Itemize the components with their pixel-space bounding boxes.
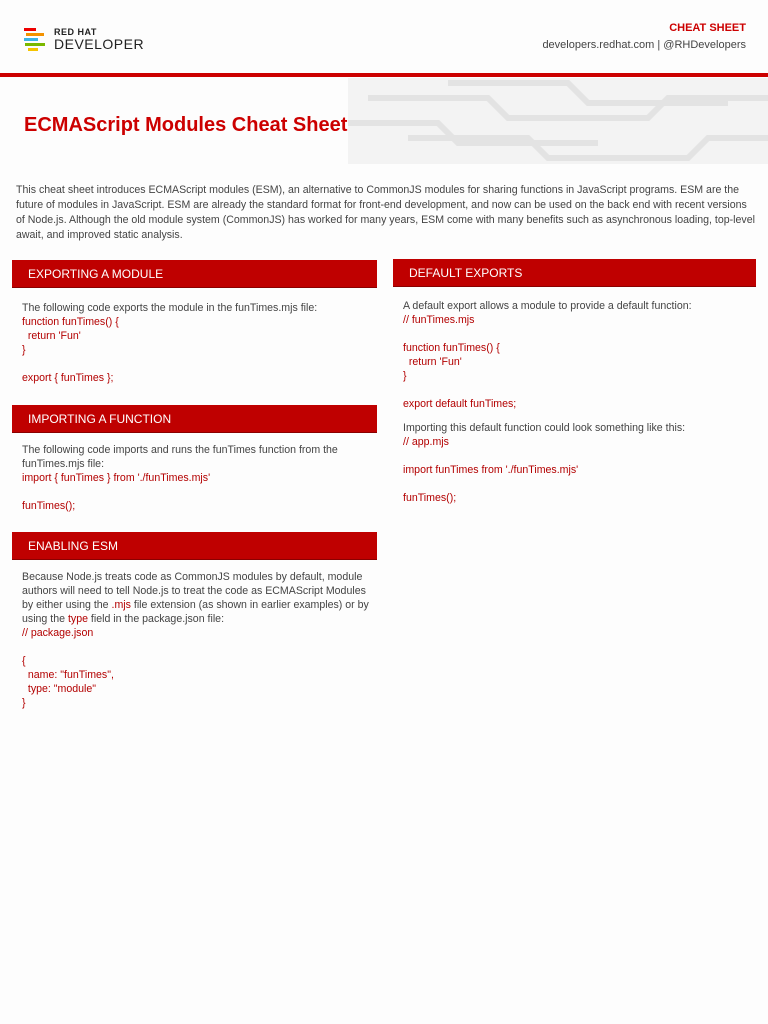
default-exports-text: A default export allows a module to provide a default function: [403, 300, 692, 312]
section-exporting [22, 301, 372, 385]
red-hat-developer-logo[interactable] [24, 24, 144, 54]
default-exports-code-comment: // funTimes.mjs [403, 314, 475, 326]
type-keyword: type [67, 613, 88, 625]
default-exports-code-import: import funTimes from './funTimes.mjs' [403, 464, 579, 476]
enabling-code-package-json: { name: "funTimes", type: "module" } [22, 655, 114, 709]
default-exports-code-call: funTimes(); [403, 492, 457, 504]
section-heading-enabling: ENABLING ESM [12, 532, 377, 560]
circuit-pattern-decoration [348, 78, 768, 164]
importing-code-import: import { funTimes } from './funTimes.mjs' [22, 472, 211, 484]
enabling-text-a: Because Node.js treats code as CommonJS modules by default, module authors will need to tell Node.js to treat the code as ECMAScript Modules by either using the [22, 571, 366, 611]
enabling-code-comment: // package.json [22, 627, 94, 639]
mjs-keyword: .mjs [111, 599, 131, 611]
default-exports-code-function: function funTimes() { return 'Fun' } [403, 342, 500, 382]
section-heading-importing: IMPORTING A FUNCTION [12, 405, 377, 433]
logo-mark-icon [24, 28, 46, 53]
cheat-sheet-label: CHEAT SHEET [669, 22, 746, 34]
exporting-code-export: export { funTimes }; [22, 372, 114, 384]
section-default-exports [403, 299, 753, 505]
default-exports-code-app-comment: // app.mjs [403, 436, 449, 448]
title-banner [0, 78, 768, 164]
section-heading-default-exports: DEFAULT EXPORTS [393, 259, 756, 287]
importing-text: The following code imports and runs the funTimes function from the funTimes.mjs file: [22, 444, 338, 470]
section-enabling [22, 570, 372, 710]
section-heading-exporting: EXPORTING A MODULE [12, 260, 377, 288]
enabling-text-c: field in the package.json file: [87, 613, 225, 625]
page-title: ECMAScript Modules Cheat Sheet [24, 114, 348, 136]
section-importing [22, 443, 372, 513]
brand-line-2: DEVELOPER [54, 36, 145, 52]
site-links[interactable]: developers.redhat.com | @RHDevelopers [542, 39, 746, 51]
exporting-code-function: function funTimes() { return 'Fun' } [22, 316, 119, 356]
header-divider [0, 73, 768, 77]
default-exports-text-2: Importing this default function could look something like this: [403, 422, 686, 434]
default-exports-code-export: export default funTimes; [403, 398, 517, 410]
importing-code-call: funTimes(); [22, 500, 76, 512]
brand-line-1: RED HAT [54, 27, 97, 37]
exporting-text: The following code exports the module in the funTimes.mjs file: [22, 302, 318, 314]
intro-paragraph: This cheat sheet introduces ECMAScript modules (ESM), an alternative to CommonJS modules for sharing functions in JavaScript programs. ESM are the future of modules in JavaScript. ESM are already the standard format for front-end development, and now can be used on the back end with recent versions of Node.js. Although the old module system (CommonJS) has worked for many years, ESM come with many benefits such as asynchronous loading, top-level await, and improved static analysis. [16, 184, 755, 241]
page-header [0, 0, 768, 74]
enabling-text [22, 570, 372, 626]
enabling-text-b: file extension (as shown in earlier examples) or by using the [22, 599, 369, 625]
